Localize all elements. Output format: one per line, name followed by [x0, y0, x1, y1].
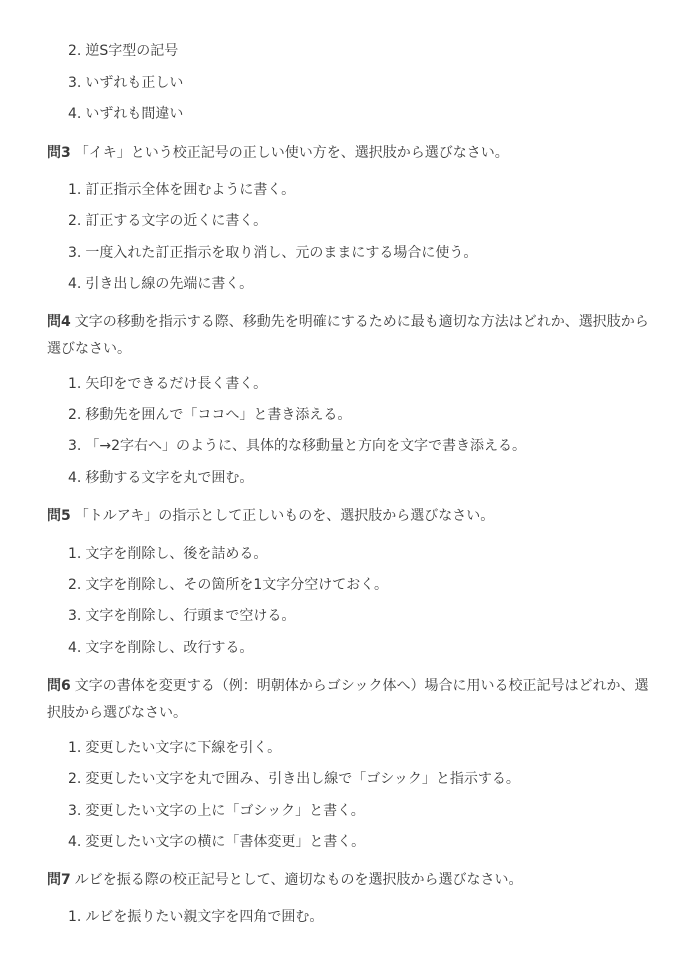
option-item	[68, 103, 183, 125]
option-item	[68, 637, 253, 659]
option-number: 2.	[68, 213, 82, 229]
question-text: 文字の移動を指示する際、移動先を明確にするために最も適切な方法はどれか、選択肢から選びなさい。	[47, 314, 649, 357]
option-text: 文字を削除し、後を詰める。	[85, 546, 268, 562]
question-label: 問6	[47, 678, 71, 694]
question-text: 文字の書体を変更する（例：明朝体からゴシック体へ）場合に用いる校正記号はどれか、選択肢から選びなさい。	[47, 678, 649, 721]
option-item	[68, 72, 183, 94]
question-text: 「トルアキ」の指示として正しいものを、選択肢から選びなさい。	[74, 508, 495, 524]
option-text: 変更したい文字の横に「書体変更」と書く。	[85, 834, 366, 850]
option-number: 4.	[68, 106, 82, 122]
option-item	[68, 210, 267, 232]
option-text: 変更したい文字を丸で囲み、引き出し線で「ゴシック」と指示する。	[85, 771, 520, 787]
question-text: ルビを振る際の校正記号として、適切なものを選択肢から選びなさい。	[74, 872, 523, 888]
option-number: 1.	[68, 182, 82, 198]
option-number: 1.	[68, 909, 82, 925]
option-text: いずれも間違い	[85, 106, 184, 122]
option-item	[68, 435, 526, 457]
option-number: 3.	[68, 608, 82, 624]
option-text: 変更したい文字に下線を引く。	[85, 740, 282, 756]
option-number: 1.	[68, 376, 82, 392]
option-text: 引き出し線の先端に書く。	[85, 276, 254, 292]
option-text: 逆S字型の記号	[85, 43, 179, 59]
option-number: 4.	[68, 470, 82, 486]
option-item	[68, 179, 295, 201]
question-4	[47, 309, 657, 363]
option-number: 2.	[68, 771, 82, 787]
option-number: 2.	[68, 407, 82, 423]
option-item	[68, 467, 253, 489]
option-item	[68, 800, 365, 822]
question-7	[47, 867, 657, 894]
option-item	[68, 831, 365, 853]
option-text: 変更したい文字の上に「ゴシック」と書く。	[85, 803, 365, 819]
option-item	[68, 605, 295, 627]
option-number: 4.	[68, 834, 82, 850]
option-number: 3.	[68, 245, 82, 261]
option-text: ルビを振りたい親文字を四角で囲む。	[85, 909, 324, 925]
option-number: 1.	[68, 546, 82, 562]
option-number: 3.	[68, 438, 82, 454]
option-text: 文字を削除し、改行する。	[85, 640, 254, 656]
option-number: 2.	[68, 43, 82, 59]
question-text: 「イキ」という校正記号の正しい使い方を、選択肢から選びなさい。	[74, 145, 509, 161]
question-6	[47, 673, 657, 727]
option-item	[68, 906, 323, 928]
question-label: 問7	[47, 872, 71, 888]
option-number: 3.	[68, 75, 82, 91]
option-item	[68, 242, 477, 264]
option-text: 移動先を囲んで「ココへ」と書き添える。	[85, 407, 352, 423]
option-text: 訂正する文字の近くに書く。	[85, 213, 268, 229]
option-number: 4.	[68, 276, 82, 292]
question-label: 問5	[47, 508, 71, 524]
option-item	[68, 737, 281, 759]
option-text: 一度入れた訂正指示を取り消し、元のままにする場合に使う。	[85, 245, 478, 261]
option-item	[68, 543, 267, 565]
option-number: 4.	[68, 640, 82, 656]
option-number: 2.	[68, 577, 82, 593]
option-text: 文字を削除し、その箇所を1文字分空けておく。	[85, 577, 388, 593]
option-item	[68, 273, 253, 295]
option-text: 「→2字右へ」のように、具体的な移動量と方向を文字で書き添える。	[85, 438, 526, 454]
question-label: 問4	[47, 314, 71, 330]
option-number: 3.	[68, 803, 82, 819]
question-3	[47, 140, 657, 167]
option-text: 訂正指示全体を囲むように書く。	[85, 182, 296, 198]
option-text: 文字を削除し、行頭まで空ける。	[85, 608, 296, 624]
question-5	[47, 503, 657, 530]
option-item	[68, 40, 178, 62]
option-number: 1.	[68, 740, 82, 756]
option-item	[68, 404, 351, 426]
option-item	[68, 373, 267, 395]
option-text: いずれも正しい	[85, 75, 184, 91]
option-item	[68, 574, 388, 596]
option-text: 移動する文字を丸で囲む。	[85, 470, 254, 486]
option-item	[68, 768, 520, 790]
option-text: 矢印をできるだけ長く書く。	[85, 376, 268, 392]
question-label: 問3	[47, 145, 71, 161]
